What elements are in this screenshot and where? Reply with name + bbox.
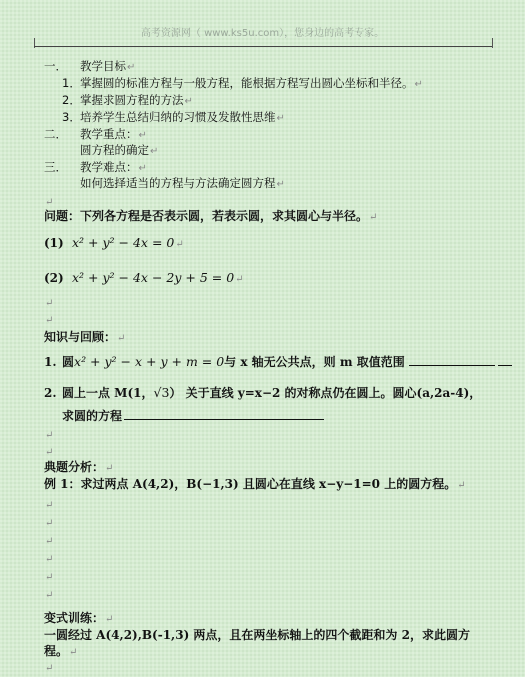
variant-title [44, 610, 113, 628]
answer-blank [409, 353, 495, 366]
section-number: 三． [44, 160, 67, 174]
analysis-title [44, 459, 113, 477]
empty-paragraph [44, 311, 53, 329]
section-title: 教学难点： [80, 160, 138, 174]
paragraph-mark-icon: ↵ [69, 647, 78, 658]
question-equation: x² + y² − 4x − 2y + 5 = 0 [72, 270, 235, 285]
paragraph-mark-icon: ↵ [45, 298, 54, 309]
paragraph-mark-icon: ↵ [150, 146, 159, 157]
review-title [44, 329, 125, 347]
paragraph-mark-icon: ↵ [45, 500, 54, 511]
goal-text: 培养学生总结归纳的习惯及发散性思维 [80, 110, 276, 124]
section-number: 二． [44, 127, 67, 141]
goal-number: 3． [62, 110, 81, 124]
review-question-text: ） 关于直线 y=x−2 的对称点仍在圆上。圆心(a,2a-4)， [169, 386, 482, 400]
section-body-text: 如何选择适当的方程与方法确定圆方程 [80, 176, 276, 190]
review-question-2 [44, 385, 481, 401]
paragraph-mark-icon: ↵ [45, 663, 54, 674]
example-1 [44, 476, 466, 494]
paragraph-mark-icon: ↵ [45, 430, 54, 441]
question-item-number: (1) [44, 236, 64, 250]
section-title: 教学重点： [80, 127, 138, 141]
variant-title-text: 变式训练： [44, 611, 105, 625]
answer-blank [124, 407, 324, 420]
page-header-text: 高考资源网（ www.ks5u.com），您身边的高考专家。 [140, 28, 385, 39]
paragraph-mark-icon: ↵ [276, 113, 285, 124]
paragraph-mark-icon: ↵ [45, 572, 54, 583]
paragraph-mark-icon: ↵ [117, 333, 126, 344]
empty-paragraph [44, 514, 53, 532]
paragraph-mark-icon: ↵ [276, 179, 285, 190]
question-item [44, 235, 184, 253]
question-item-number: (2) [44, 271, 64, 285]
section-title: 教学目标 [80, 59, 126, 73]
example-text: 例 1：求过两点 A(4,2)，B(−1,3) 且圆心在直线 x−y−1=0 上的圆方程。 [44, 477, 457, 491]
empty-paragraph [44, 532, 53, 550]
paragraph-mark-icon: ↵ [105, 463, 114, 474]
paragraph-mark-icon: ↵ [369, 212, 378, 223]
paragraph-mark-icon: ↵ [105, 614, 114, 625]
section-teaching-goals [44, 58, 135, 76]
empty-paragraph [44, 550, 53, 568]
empty-paragraph [44, 568, 53, 586]
paragraph-mark-icon: ↵ [138, 163, 147, 174]
paragraph-mark-icon: ↵ [414, 79, 423, 90]
sqrt-expression: √3 [153, 385, 170, 400]
paragraph-mark-icon: ↵ [45, 536, 54, 547]
question-title-text: 问题：下列各方程是否表示圆，若表示圆，求其圆心与半径。 [44, 209, 369, 223]
paragraph-mark-icon: ↵ [45, 447, 54, 458]
review-question-text: 与 x 轴无公共点，则 m 取值范围 [224, 355, 405, 369]
section-number: 一． [44, 59, 67, 73]
paragraph-mark-icon: ↵ [235, 274, 244, 285]
paragraph-mark-icon: ↵ [45, 554, 54, 565]
goal-text: 掌握求圆方程的方法 [80, 93, 184, 107]
paragraph-mark-icon: ↵ [184, 96, 193, 107]
paragraph-mark-icon: ↵ [45, 197, 54, 208]
empty-paragraph [44, 496, 53, 514]
answer-blank [498, 353, 512, 366]
review-question-number: 2. [44, 386, 57, 400]
goal-item [62, 109, 285, 127]
empty-paragraph [44, 659, 53, 677]
question-equation: x² + y² − 4x = 0 [72, 235, 175, 250]
review-title-text: 知识与回顾： [44, 330, 117, 344]
variant-line [44, 627, 470, 643]
review-question-number: 1. [44, 355, 57, 369]
paragraph-mark-icon: ↵ [45, 518, 54, 529]
paragraph-mark-icon: ↵ [175, 239, 184, 250]
goal-text: 掌握圆的标准方程与一般方程，能根据方程写出圆心坐标和半径。 [80, 76, 414, 90]
review-question-text: 圆上一点 M(1， [62, 386, 154, 400]
question-item [44, 270, 244, 288]
question-title [44, 208, 377, 226]
empty-paragraph [44, 294, 53, 312]
variant-text: 程。 [44, 644, 69, 658]
paragraph-mark-icon: ↵ [127, 62, 136, 73]
goal-number: 1． [62, 76, 81, 90]
review-equation: x² + y² − x + y + m = 0 [74, 354, 225, 369]
goal-number: 2． [62, 93, 81, 107]
goal-item [62, 92, 193, 110]
section-body-text: 圆方程的确定 [80, 143, 149, 157]
paragraph-mark-icon: ↵ [45, 590, 54, 601]
review-question-text: 求圆的方程 [62, 409, 123, 423]
review-question-1 [44, 353, 512, 370]
analysis-title-text: 典题分析： [44, 460, 105, 474]
header-rule [34, 46, 492, 47]
section-body [80, 175, 285, 193]
empty-paragraph [44, 426, 53, 444]
paragraph-mark-icon: ↵ [138, 130, 147, 141]
paragraph-mark-icon: ↵ [45, 315, 54, 326]
empty-paragraph [44, 586, 53, 604]
review-question-2-line2 [62, 407, 324, 424]
goal-item [62, 75, 423, 93]
paragraph-mark-icon: ↵ [457, 480, 466, 491]
section-body [80, 142, 158, 160]
variant-text: 一圆经过 A(4,2),B(-1,3) 两点，且在两坐标轴上的四个截距和为 2，求此圆方 [44, 628, 470, 642]
review-question-text: 圆 [62, 355, 75, 369]
